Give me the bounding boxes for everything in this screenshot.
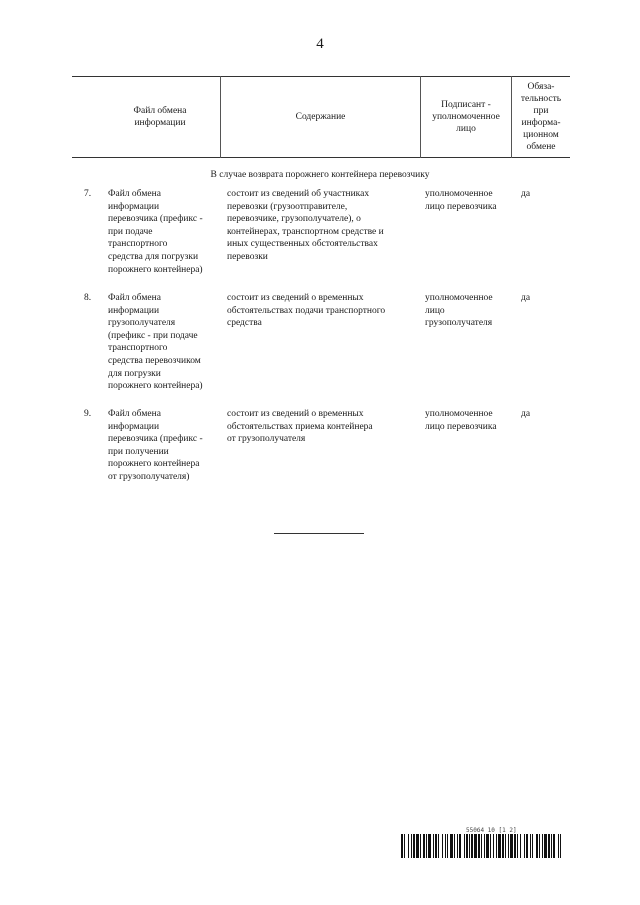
row-9-content: состоит из сведений о временных обстоятельствах приема контейнера от грузополучателя <box>227 409 373 445</box>
row-7-content: состоит из сведений об участниках перевозки (грузоотправителе, перевозчике, грузополучателе), о контейнерах, транспортном средстве и иных существенных обстоятельствах перевозки <box>227 189 384 262</box>
row-7-number: 7. <box>84 189 92 199</box>
row-9-mandatory: да <box>521 409 531 419</box>
header-content: Содержание <box>295 112 346 122</box>
row-8-content: состоит из сведений о временных обстоятельствах подачи транспортного средства <box>227 293 386 329</box>
row-8-signer: уполномоченное лицо грузополучателя <box>425 293 493 329</box>
document-code: 550б4 10 [1 2] <box>466 827 517 834</box>
section-title: В случае возврата порожнего контейнера перевозчику <box>210 170 430 180</box>
row-7-file: Файл обмена информации перевозчика (префикс - при подаче транспортного средства для погрузки порожнего контейнера) <box>108 189 203 275</box>
header-signer: Подписант - уполномоченное лицо <box>432 100 500 134</box>
row-7-mandatory: да <box>521 189 531 199</box>
header-bottom-border <box>72 157 570 158</box>
barcode <box>401 834 561 858</box>
header-mandatory: Обяза- тельность при информа- ционном обмене <box>520 82 562 152</box>
header-file: Файл обмена информации <box>133 106 187 128</box>
row-8-mandatory: да <box>521 293 531 303</box>
page-number: 4 <box>316 36 324 52</box>
row-9-number: 9. <box>84 409 92 419</box>
row-9-file: Файл обмена информации перевозчика (префикс - при получении порожнего контейнера от грузополучателя) <box>108 409 203 482</box>
end-divider <box>274 533 364 534</box>
row-9-signer: уполномоченное лицо перевозчика <box>425 409 497 432</box>
header-top-border <box>72 76 570 77</box>
row-7-signer: уполномоченное лицо перевозчика <box>425 189 497 212</box>
row-8-file: Файл обмена информации грузополучателя (префикс - при подаче транспортного средства перевозчиком для погрузки порожнего контейнера) <box>108 293 203 392</box>
row-8-number: 8. <box>84 293 92 303</box>
